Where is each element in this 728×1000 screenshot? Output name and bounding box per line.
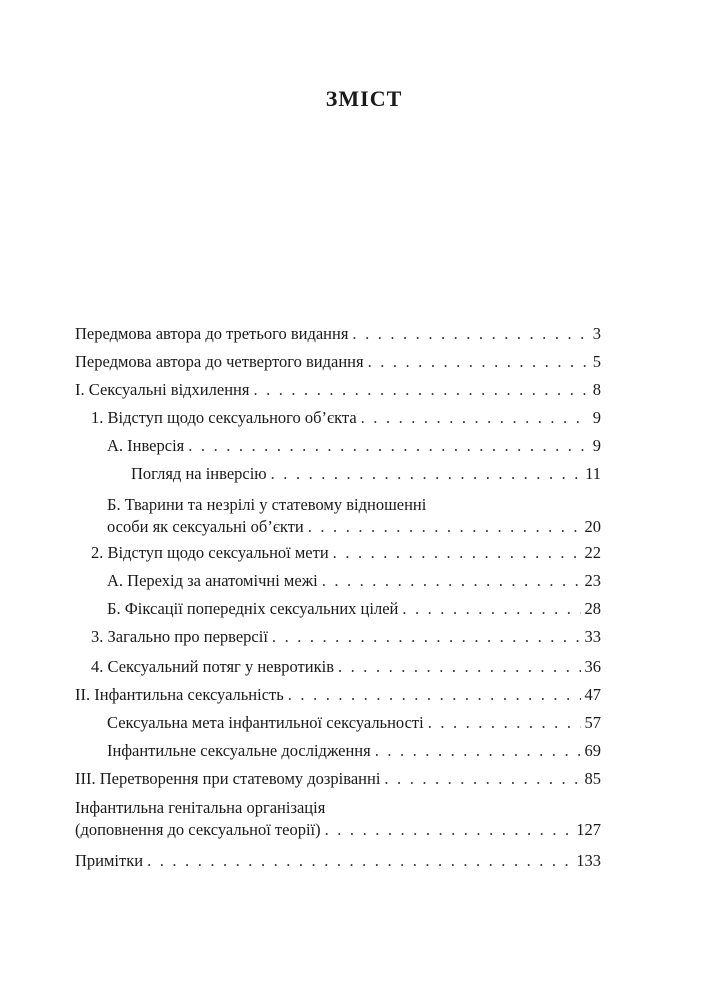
toc-leader-dots — [188, 435, 588, 457]
toc-page-number: 9 — [592, 436, 601, 455]
toc-entry — [107, 712, 601, 734]
toc-page-number: 8 — [592, 380, 601, 399]
toc-entry-text: Передмова автора до третього видання — [75, 324, 349, 343]
toc-page-number: 23 — [584, 571, 601, 590]
toc-entry-text: ІІ. Інфантильна сексуальність — [75, 685, 284, 704]
toc-page-number: 33 — [584, 627, 601, 646]
toc-leader-dots — [361, 407, 589, 429]
toc-entry-text: Інфантильна генітальна організація — [75, 798, 326, 817]
toc-leader-dots — [147, 850, 572, 872]
toc-page-number: 69 — [584, 741, 601, 760]
toc-entry-text: Передмова автора до четвертого видання — [75, 352, 364, 371]
toc-leader-dots — [428, 712, 581, 734]
toc-leader-dots — [368, 351, 589, 373]
toc-entry-text: Сексуальна мета інфантильної сексуальності — [107, 713, 424, 732]
toc-entry-text: 2. Відступ щодо сексуальної мети — [91, 543, 329, 562]
toc-entry-text: Б. Фіксації попередніх сексуальних цілей — [107, 599, 399, 618]
toc-entry — [91, 407, 601, 429]
toc-page-number: 11 — [585, 464, 601, 483]
toc-entry — [75, 768, 601, 790]
toc-entry-text: ІІІ. Перетворення при статевому дозріванні — [75, 769, 381, 788]
toc-entry-text: Погляд на інверсію — [131, 464, 267, 483]
toc-leader-dots — [384, 768, 580, 790]
toc-entry — [75, 850, 601, 872]
toc-leader-dots — [322, 570, 581, 592]
toc-page-number: 127 — [576, 820, 601, 839]
toc-entry — [131, 463, 601, 485]
toc-entry — [75, 684, 601, 706]
toc-entry-text: (доповнення до сексуальної теорії) — [75, 820, 321, 839]
toc-entry — [107, 598, 601, 620]
toc-entry — [91, 656, 601, 678]
toc-leader-dots — [338, 656, 581, 678]
toc-entry-text: Інфантильне сексуальне дослідження — [107, 741, 371, 760]
page-title: ЗМІСТ — [325, 86, 403, 111]
toc-entry-text: 3. Загально про перверсії — [91, 627, 268, 646]
toc-entry — [107, 740, 601, 762]
toc-entry-text: особи як сексуальні об’єкти — [107, 517, 304, 536]
toc-page-number: 5 — [592, 352, 601, 371]
toc-leader-dots — [352, 323, 588, 345]
toc-entry-text: Примітки — [75, 851, 144, 870]
toc-entry-text: І. Сексуальні відхилення — [75, 380, 250, 399]
toc-page-number: 20 — [584, 517, 601, 536]
toc-page-number: 9 — [592, 408, 601, 427]
toc-entry-text: Б. Тварини та незрілі у статевому відношенні — [107, 495, 427, 514]
toc-entry — [91, 626, 601, 648]
toc-entry-text: А. Інверсія — [107, 436, 185, 455]
toc-entry — [91, 542, 601, 564]
toc-leader-dots — [375, 740, 581, 762]
toc-entry — [107, 435, 601, 457]
toc-leader-dots — [325, 819, 573, 841]
toc-page-number: 57 — [584, 713, 601, 732]
toc-page-number: 28 — [584, 599, 601, 618]
toc-page-number: 47 — [584, 685, 601, 704]
toc-leader-dots — [288, 684, 581, 706]
toc-entry — [75, 323, 601, 345]
toc-leader-dots — [271, 463, 581, 485]
toc-page-number: 133 — [576, 851, 601, 870]
toc-page-number: 85 — [584, 769, 601, 788]
toc-page-number: 22 — [584, 543, 601, 562]
toc-page-number: 36 — [584, 657, 601, 676]
toc-leader-dots — [253, 379, 588, 401]
toc-entry — [75, 351, 601, 373]
toc-page-number: 3 — [592, 324, 601, 343]
toc-entry-text: 4. Сексуальний потяг у невротиків — [91, 657, 334, 676]
toc-leader-dots — [308, 516, 581, 538]
toc-entry — [107, 494, 601, 538]
toc-entry-text: 1. Відступ щодо сексуального об’єкта — [91, 408, 357, 427]
toc-entry — [75, 379, 601, 401]
toc-leader-dots — [333, 542, 581, 564]
toc-leader-dots — [272, 626, 581, 648]
toc-entry-text: А. Перехід за анатомічні межі — [107, 571, 318, 590]
toc-leader-dots — [402, 598, 580, 620]
toc-entry — [75, 797, 601, 841]
toc-entry — [107, 570, 601, 592]
